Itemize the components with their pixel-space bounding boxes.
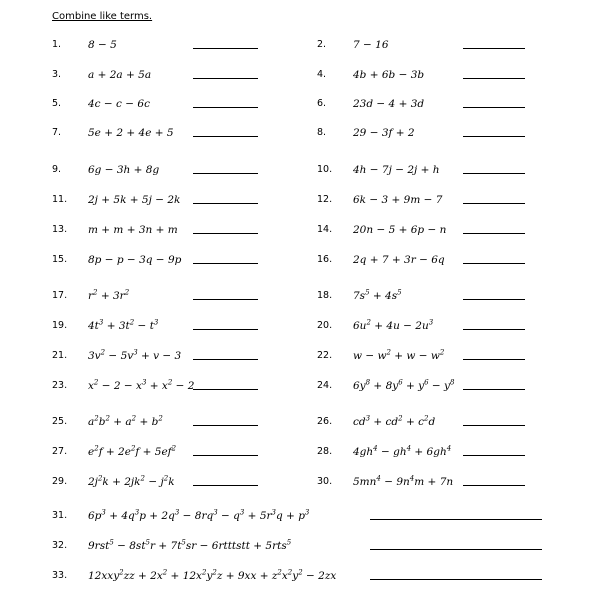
problem-expression: 8p − p − 3q − 9p — [88, 254, 182, 266]
exponent: 2 — [105, 414, 110, 423]
problem-20 — [317, 318, 537, 334]
problem-2 — [317, 37, 537, 53]
exponent: 2 — [158, 414, 163, 423]
answer-blank[interactable] — [463, 78, 525, 79]
problem-5 — [52, 96, 272, 112]
exponent: 3 — [213, 508, 218, 517]
answer-blank[interactable] — [193, 455, 258, 456]
exponent: 2 — [366, 318, 371, 327]
exponent: 3 — [365, 414, 371, 423]
problem-number: 26. — [317, 416, 333, 427]
problem-22 — [317, 348, 537, 364]
problem-number: 7. — [52, 127, 62, 138]
problem-expression: $e^2f + 2e^2f + 5ef^2$ — [88, 444, 177, 458]
exponent: 2 — [94, 414, 99, 423]
answer-blank[interactable] — [463, 233, 525, 234]
answer-blank[interactable] — [463, 485, 525, 486]
exponent: 5 — [397, 288, 402, 297]
exponent: 3 — [174, 508, 180, 517]
problem-17 — [52, 288, 272, 304]
problem-expression: 2q + 7 + 3r − 6q — [353, 254, 445, 266]
exponent: 6 — [424, 378, 429, 387]
problem-expression: $12xxy^2zz + 2x^2 + 12x^2y^2z + 9xx + z^2x^2y^2 - 2zx$ — [88, 568, 337, 582]
problem-expression: $4t^3 + 3t^2 - t^3$ — [88, 318, 159, 332]
exponent: 2 — [140, 474, 146, 483]
problem-number: 17. — [52, 290, 68, 301]
problem-9 — [52, 162, 272, 178]
problem-13 — [52, 222, 272, 238]
answer-blank[interactable] — [193, 425, 258, 426]
exponent: 2 — [386, 348, 391, 357]
problem-number: 5. — [52, 98, 62, 109]
exponent: 4 — [376, 474, 381, 483]
exponent: 2 — [423, 414, 429, 423]
answer-blank[interactable] — [463, 359, 525, 360]
exponent: 3 — [153, 318, 159, 327]
answer-blank[interactable] — [193, 107, 258, 108]
problem-31 — [52, 508, 552, 524]
problem-expression: $a^2b^2 + a^2 + b^2$ — [88, 414, 163, 428]
answer-blank[interactable] — [193, 299, 258, 300]
problem-expression: $r^2 + 3r^2$ — [88, 288, 130, 302]
problem-expression: 29 − 3f + 2 — [353, 127, 415, 139]
exponent: 2 — [277, 568, 282, 577]
problem-expression: $x^2 - 2 - x^3 + x^2 - 2$ — [88, 378, 195, 392]
exponent: 2 — [130, 444, 136, 453]
problem-expression: m + m + 3n + m — [88, 224, 178, 236]
exponent: 5 — [109, 538, 114, 547]
problem-expression: a + 2a + 5a — [88, 69, 152, 81]
problem-expression: 5e + 2 + 4e + 5 — [88, 127, 174, 139]
problem-30 — [317, 474, 537, 490]
problem-expression: 4h − 7j − 2j + h — [353, 164, 440, 176]
problem-expression: 6g − 3h + 8g — [88, 164, 160, 176]
problem-expression: $3v^2 - 5v^3 + v - 3$ — [88, 348, 182, 362]
problem-number: 31. — [52, 510, 68, 521]
problem-expression: $cd^3 + cd^2 + c^2d$ — [353, 414, 436, 428]
problem-number: 3. — [52, 69, 62, 80]
answer-blank[interactable] — [193, 329, 258, 330]
answer-blank[interactable] — [193, 173, 258, 174]
problem-expression: $w - w^2 + w - w^2$ — [353, 348, 445, 362]
problem-number: 18. — [317, 290, 333, 301]
exponent: 2 — [287, 568, 293, 577]
exponent: 8 — [449, 378, 455, 387]
exponent: 3 — [134, 508, 140, 517]
problem-expression: 8 − 5 — [88, 39, 117, 51]
answer-blank[interactable] — [193, 389, 258, 390]
problem-14 — [317, 222, 537, 238]
problem-number: 25. — [52, 416, 68, 427]
problem-expression: $9rst^5 - 8st^5r + 7t^5sr$ − 6rtttstt + 5rts$^5$ — [88, 538, 292, 552]
problem-expression: $6p^3 + 4q^3p + 2q^3 - 8rq^3 - q^3 + 5r^3q + p^3$ — [88, 508, 310, 522]
answer-blank[interactable] — [370, 519, 542, 520]
exponent: 4 — [409, 474, 415, 483]
answer-blank[interactable] — [463, 48, 525, 49]
exponent: 6 — [398, 378, 403, 387]
problem-number: 21. — [52, 350, 68, 361]
exponent: 4 — [373, 444, 378, 453]
exponent: 2 — [131, 414, 137, 423]
answer-blank[interactable] — [463, 329, 525, 330]
exponent: 5 — [181, 538, 186, 547]
problem-number: 9. — [52, 164, 62, 175]
problem-33 — [52, 568, 552, 584]
problem-27 — [52, 444, 272, 460]
exponent: 2 — [212, 568, 217, 577]
answer-blank[interactable] — [370, 579, 542, 580]
exponent: 2 — [94, 444, 99, 453]
exponent: 5 — [145, 538, 151, 547]
problem-29 — [52, 474, 272, 490]
problem-15 — [52, 252, 272, 268]
answer-blank[interactable] — [463, 455, 525, 456]
problem-number: 29. — [52, 476, 68, 487]
problem-10 — [317, 162, 537, 178]
problem-23 — [52, 378, 272, 394]
problem-32 — [52, 538, 552, 554]
exponent: 3 — [271, 508, 276, 517]
exponent: 3 — [98, 318, 104, 327]
problem-expression: $2j^2k + 2jk^2 - j^2k$ — [88, 474, 175, 488]
exponent: 2 — [201, 568, 207, 577]
problem-expression: $6u^2 + 4u - 2u^3$ — [353, 318, 434, 332]
exponent: 4 — [446, 444, 452, 453]
problem-number: 24. — [317, 380, 333, 391]
problem-expression: $7s^5 + 4s^5$ — [353, 288, 402, 302]
exponent: 3 — [141, 378, 147, 387]
problem-number: 27. — [52, 446, 68, 457]
problem-number: 33. — [52, 570, 68, 581]
problem-expression: 4c − c − 6c — [88, 98, 150, 110]
exponent: 4 — [406, 444, 412, 453]
answer-blank[interactable] — [463, 299, 525, 300]
answer-blank[interactable] — [463, 203, 525, 204]
answer-blank[interactable] — [193, 48, 258, 49]
exponent: 3 — [239, 508, 245, 517]
exponent: 2 — [93, 378, 99, 387]
problem-number: 15. — [52, 254, 68, 265]
exponent: 2 — [163, 474, 169, 483]
problem-number: 28. — [317, 446, 333, 457]
problem-number: 16. — [317, 254, 333, 265]
answer-blank[interactable] — [463, 263, 525, 264]
exponent: 2 — [439, 348, 445, 357]
exponent: 2 — [100, 348, 106, 357]
problem-expression: 7 − 16 — [353, 39, 389, 51]
exponent: 5 — [286, 538, 292, 547]
problem-26 — [317, 414, 537, 430]
problem-11 — [52, 192, 272, 208]
problem-number: 4. — [317, 69, 327, 80]
exponent: 3 — [101, 508, 106, 517]
problem-number: 19. — [52, 320, 68, 331]
exponent: 8 — [365, 378, 371, 387]
problem-expression: 2j + 5k + 5j − 2k — [88, 194, 181, 206]
problem-expression: $6y^8 + 8y^6 + y^6 - y^8$ — [353, 378, 455, 392]
answer-blank[interactable] — [193, 233, 258, 234]
problem-number: 6. — [317, 98, 327, 109]
answer-blank[interactable] — [463, 136, 525, 137]
problem-number: 10. — [317, 164, 333, 175]
problem-16 — [317, 252, 537, 268]
exponent: 2 — [119, 568, 124, 577]
problem-4 — [317, 67, 537, 83]
problem-expression: $5mn^4 - 9n^4m + 7n$ — [353, 474, 454, 488]
answer-blank[interactable] — [463, 425, 525, 426]
answer-blank[interactable] — [370, 549, 542, 550]
exponent: 2 — [129, 318, 135, 327]
problem-number: 1. — [52, 39, 62, 50]
answer-blank[interactable] — [193, 136, 258, 137]
problem-24 — [317, 378, 537, 394]
problem-expression: 4b + 6b − 3b — [353, 69, 425, 81]
exponent: 2 — [398, 414, 403, 423]
answer-blank[interactable] — [463, 389, 525, 390]
answer-blank[interactable] — [193, 203, 258, 204]
exponent: 3 — [428, 318, 434, 327]
answer-blank[interactable] — [193, 485, 258, 486]
exponent: 2 — [93, 288, 98, 297]
answer-blank[interactable] — [463, 173, 525, 174]
exponent: 3 — [133, 348, 138, 357]
problem-1 — [52, 37, 272, 53]
answer-blank[interactable] — [193, 263, 258, 264]
problem-number: 32. — [52, 540, 68, 551]
problem-number: 8. — [317, 127, 327, 138]
problem-25 — [52, 414, 272, 430]
problem-6 — [317, 96, 537, 112]
answer-blank[interactable] — [193, 359, 258, 360]
problem-28 — [317, 444, 537, 460]
problem-number: 20. — [317, 320, 333, 331]
problem-number: 2. — [317, 39, 327, 50]
exponent: 2 — [298, 568, 303, 577]
exponent: 2 — [171, 444, 177, 453]
worksheet-title: Combine like terms. — [52, 11, 153, 22]
problem-number: 13. — [52, 224, 68, 235]
problem-number: 14. — [317, 224, 333, 235]
exponent: 2 — [167, 378, 173, 387]
problem-21 — [52, 348, 272, 364]
problem-12 — [317, 192, 537, 208]
exponent: 5 — [365, 288, 370, 297]
problem-number: 30. — [317, 476, 333, 487]
problem-number: 23. — [52, 380, 68, 391]
problem-7 — [52, 125, 272, 141]
answer-blank[interactable] — [193, 78, 258, 79]
problem-18 — [317, 288, 537, 304]
exponent: 2 — [124, 288, 130, 297]
problem-expression: 23d − 4 + 3d — [353, 98, 425, 110]
problem-number: 22. — [317, 350, 333, 361]
problem-expression: 20n − 5 + 6p − n — [353, 224, 447, 236]
exponent: 2 — [97, 474, 103, 483]
problem-8 — [317, 125, 537, 141]
problem-number: 12. — [317, 194, 333, 205]
problem-expression: 6k − 3 + 9m − 7 — [353, 194, 443, 206]
problem-3 — [52, 67, 272, 83]
problem-number: 11. — [52, 194, 68, 205]
problem-expression: $4gh^4 - gh^4 + 6gh^4$ — [353, 444, 452, 458]
answer-blank[interactable] — [463, 107, 525, 108]
exponent: 3 — [304, 508, 310, 517]
problem-19 — [52, 318, 272, 334]
exponent: 2 — [162, 568, 168, 577]
